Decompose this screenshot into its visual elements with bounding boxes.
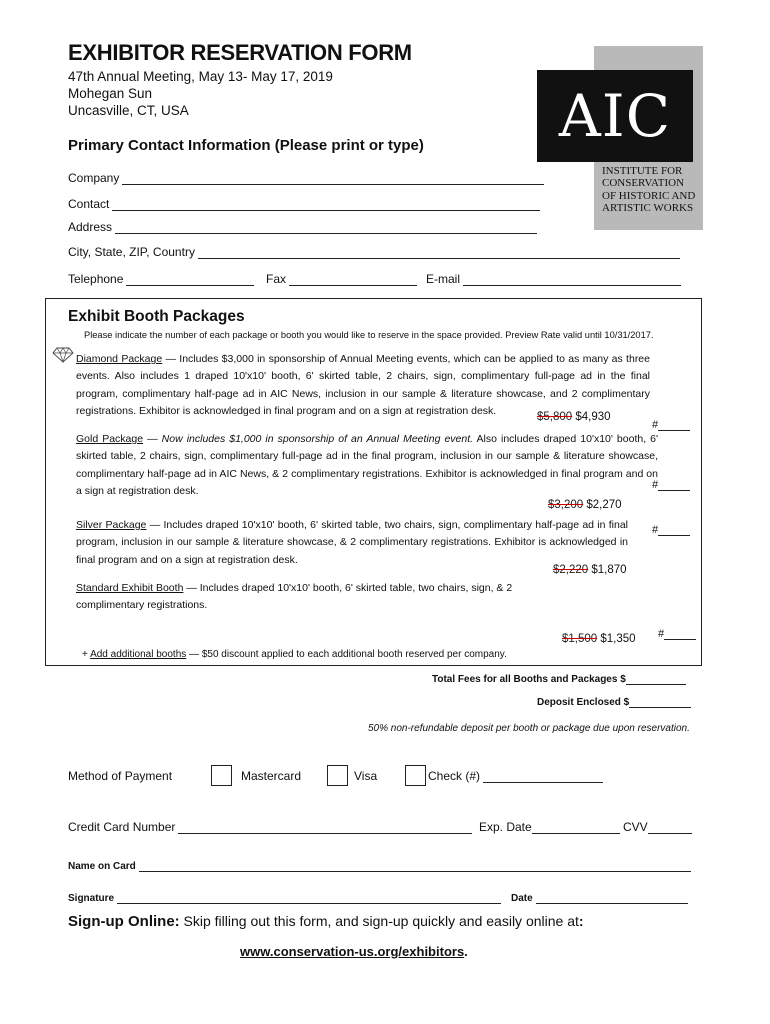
- diamond-qty-input[interactable]: [658, 419, 690, 431]
- check-label: Check (#): [428, 769, 481, 783]
- contact-field: [68, 197, 540, 211]
- standard-price: [562, 633, 636, 645]
- city-label: City, State, ZIP, Country: [68, 245, 195, 259]
- additional-booths: [82, 646, 507, 663]
- name-on-card-field: [68, 860, 691, 872]
- telephone-input[interactable]: [126, 274, 254, 286]
- cvv-label: CVV: [623, 820, 648, 834]
- silver-package-text: — Includes draped 10'x10' booth, 6' skirted table, two chairs, sign, complimentary half-page ad in final program, inclusion in our sample & literature showcase, & 2 complimentary registrations. Exhibitor is acknowledged in final program and on a sign at registration desk.: [76, 519, 628, 566]
- signature-input[interactable]: [117, 892, 501, 904]
- email-input[interactable]: [463, 274, 681, 286]
- fax-label: Fax: [266, 272, 287, 286]
- address-field: [68, 220, 537, 234]
- diamond-old-price: $5,800: [537, 411, 573, 423]
- standard-booth-name: Standard Exhibit Booth: [76, 582, 184, 594]
- name-on-card-label: Name on Card: [68, 861, 136, 872]
- packages-heading: Exhibit Booth Packages: [68, 308, 245, 325]
- exp-date-input[interactable]: [532, 822, 620, 834]
- contact-heading: Primary Contact Information (Please print or type): [68, 137, 424, 154]
- date-label: Date: [511, 893, 533, 904]
- silver-package: [76, 517, 628, 569]
- company-label: Company: [68, 171, 120, 185]
- silver-old-price: $2,220: [553, 564, 589, 576]
- address-label: Address: [68, 220, 113, 234]
- gold-package-emphasis: Now includes $1,000 in sponsorship of an Annual Meeting event.: [161, 433, 474, 445]
- signup-lead: Sign-up Online:: [68, 913, 180, 930]
- silver-qty-input[interactable]: [658, 524, 690, 536]
- gold-package-name: Gold Package: [76, 433, 144, 445]
- meeting-dates: 47th Annual Meeting, May 13- May 17, 2019: [68, 69, 333, 84]
- logo-line: ARTISTIC WORKS: [602, 202, 694, 214]
- signature-field: [68, 892, 501, 904]
- meeting-venue: Mohegan Sun: [68, 86, 153, 101]
- standard-old-price: $1,500: [562, 633, 598, 645]
- contact-input[interactable]: [112, 199, 540, 211]
- hash-label: #: [658, 628, 665, 640]
- fax-field: [266, 272, 417, 286]
- aic-logo-mark: AIC: [537, 70, 693, 162]
- company-input[interactable]: [122, 173, 544, 185]
- diamond-qty-field: [652, 419, 690, 431]
- deposit-input[interactable]: [629, 696, 691, 708]
- cvv-field: [623, 820, 692, 834]
- cvv-input[interactable]: [648, 822, 692, 834]
- meeting-location: Uncasville, CT, USA: [68, 103, 189, 118]
- deposit-label: Deposit Enclosed $: [537, 697, 630, 708]
- additional-booths-name: Add additional booths: [90, 649, 187, 660]
- address-input[interactable]: [115, 222, 537, 234]
- aic-logo-text: [602, 152, 695, 215]
- packages-instructions: Please indicate the number of each package or booth you would like to reserve in the space provided. Preview Rate valid until 10/31/2017.: [84, 330, 654, 340]
- visa-checkbox[interactable]: [327, 765, 348, 786]
- hash-label: #: [652, 524, 659, 536]
- logo-line: CONSERVATION: [602, 177, 685, 189]
- logo-line: AMERICAN: [602, 152, 685, 164]
- city-field: [68, 245, 680, 259]
- diamond-icon: [52, 347, 74, 363]
- standard-new-price: $1,350: [600, 633, 636, 645]
- gold-new-price: $2,270: [586, 499, 622, 511]
- card-number-field: [68, 820, 472, 834]
- total-fees-input[interactable]: [626, 673, 686, 685]
- signup-url-link[interactable]: www.conservation-us.org/exhibitors: [240, 944, 465, 959]
- signup-text: Skip filling out this form, and sign-up quickly and easily online at: [179, 913, 579, 929]
- gold-qty-input[interactable]: [658, 479, 690, 491]
- contact-label: Contact: [68, 197, 110, 211]
- hash-label: #: [652, 419, 659, 431]
- check-number-input[interactable]: [483, 771, 603, 783]
- exp-date-field: [479, 820, 620, 834]
- gold-package: [76, 431, 658, 500]
- gold-dash: —: [143, 433, 162, 445]
- check-checkbox[interactable]: [405, 765, 426, 786]
- card-number-label: Credit Card Number: [68, 820, 176, 834]
- aic-logo: [558, 46, 703, 230]
- signup-link-wrap: [240, 944, 468, 959]
- company-field: [68, 171, 544, 185]
- total-fees-label: Total Fees for all Booths and Packages $: [432, 674, 626, 685]
- silver-price: [553, 564, 627, 576]
- fax-input[interactable]: [289, 274, 417, 286]
- telephone-field: [68, 272, 254, 286]
- city-input[interactable]: [198, 247, 680, 259]
- gold-old-price: $3,200: [548, 499, 584, 511]
- mastercard-checkbox[interactable]: [211, 765, 232, 786]
- card-number-input[interactable]: [178, 822, 472, 834]
- logo-line: OF HISTORIC AND: [602, 189, 696, 202]
- name-on-card-input[interactable]: [139, 860, 691, 872]
- gold-package-text: Also includes draped 10'x10' booth, 6' skirted table, 2 chairs, sign, complimentary full-page ad in the final program, inclusion in our sample & literature showcase, complimentary half-page ad in AIC News, & 2 complimentary registrations. Exhibitor is acknowledged in final program and on a sign at registration desk.: [76, 433, 658, 497]
- exp-date-label: Exp. Date: [479, 820, 532, 834]
- standard-qty-input[interactable]: [664, 628, 696, 640]
- telephone-label: Telephone: [68, 272, 124, 286]
- silver-qty-field: [652, 524, 690, 536]
- standard-booth-text: — Includes draped 10'x10' booth, 6' skirted table, two chairs, sign, & 2 complimentary registrations.: [76, 582, 513, 612]
- logo-line: INSTITUTE FOR: [602, 164, 683, 177]
- total-fees-field: [432, 673, 686, 685]
- diamond-package-name: Diamond Package: [76, 353, 163, 365]
- gold-price: [548, 499, 622, 511]
- email-label: E-mail: [426, 272, 461, 286]
- diamond-new-price: $4,930: [575, 411, 611, 423]
- silver-package-name: Silver Package: [76, 519, 147, 531]
- signup-url-period: .: [464, 944, 468, 959]
- payment-method-label: Method of Payment: [68, 769, 173, 783]
- visa-label: Visa: [354, 769, 378, 783]
- deposit-field: [537, 696, 691, 708]
- deposit-note: 50% non-refundable deposit per booth or package due upon reservation.: [368, 723, 690, 734]
- hash-label: #: [652, 479, 659, 491]
- check-field: [428, 769, 603, 783]
- diamond-package-text: — Includes $3,000 in sponsorship of Annual Meeting events, which can be applied to as many as three events. Also includes 1 draped 10'x10' booth, 6' skirted table, 2 chairs, sign, complimentary full-page ad in the final program, complimentary half-page ad in AIC News, inclusion in our sample & literature showcase, and 2 complimentary registrations. Exhibitor is acknowledged in final program and on a sign at registration desk.: [76, 353, 650, 417]
- date-input[interactable]: [536, 892, 688, 904]
- date-field: [511, 892, 688, 904]
- signature-label: Signature: [68, 893, 115, 904]
- diamond-package: [76, 351, 650, 420]
- signup-online: [68, 913, 584, 930]
- signup-colon: :: [578, 913, 584, 929]
- standard-qty-field: [658, 628, 696, 640]
- form-title: EXHIBITOR RESERVATION FORM: [68, 40, 412, 65]
- diamond-price: [537, 411, 611, 423]
- additional-prefix: +: [82, 649, 91, 660]
- silver-new-price: $1,870: [591, 564, 627, 576]
- standard-booth: [76, 580, 536, 615]
- gold-qty-field: [652, 479, 690, 491]
- mastercard-label: Mastercard: [241, 769, 302, 783]
- additional-booths-text: — $50 discount applied to each additional booth reserved per company.: [186, 649, 507, 660]
- email-field: [426, 272, 681, 286]
